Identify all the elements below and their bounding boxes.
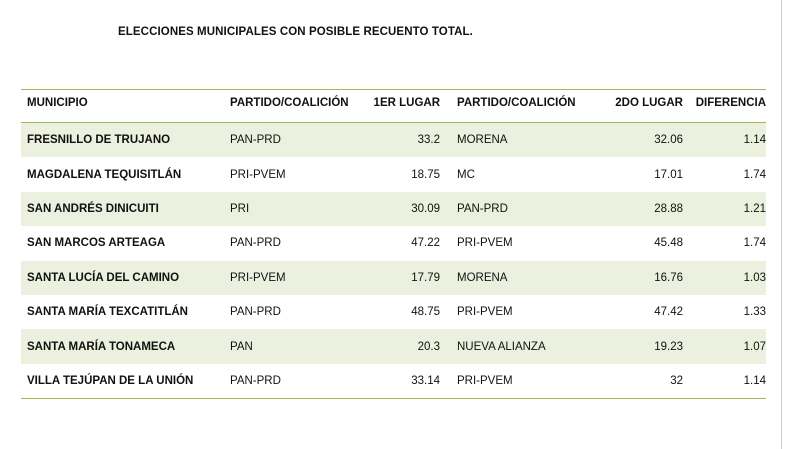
table-header-row xyxy=(21,90,766,123)
cell-primer-lugar: 18.75 xyxy=(411,168,440,181)
document-title: ELECCIONES MUNICIPALES CON POSIBLE RECUENTO TOTAL. xyxy=(118,26,473,38)
cell-partido-1: PAN-PRD xyxy=(230,306,281,319)
cell-partido-1: PRI-PVEM xyxy=(230,168,286,181)
cell-municipio: VILLA TEJÚPAN DE LA UNIÓN xyxy=(27,374,194,387)
cell-primer-lugar: 47.22 xyxy=(411,237,440,250)
cell-diferencia: 1.74 xyxy=(743,237,766,250)
header-primer-lugar: 1ER LUGAR xyxy=(373,96,440,109)
table-row xyxy=(21,192,766,226)
table-row xyxy=(21,261,766,295)
cell-partido-2: PRI-PVEM xyxy=(457,306,513,319)
header-partido-2: PARTIDO/COALICIÓN xyxy=(457,96,576,109)
cell-primer-lugar: 17.79 xyxy=(411,271,440,284)
cell-partido-2: NUEVA ALIANZA xyxy=(457,340,546,353)
cell-segundo-lugar: 28.88 xyxy=(654,202,683,215)
cell-segundo-lugar: 32 xyxy=(670,374,683,387)
table-row xyxy=(21,226,766,260)
cell-primer-lugar: 33.14 xyxy=(411,374,440,387)
cell-partido-2: MC xyxy=(457,168,475,181)
table-row xyxy=(21,295,766,329)
cell-segundo-lugar: 45.48 xyxy=(654,237,683,250)
cell-partido-2: PAN-PRD xyxy=(457,202,508,215)
cell-municipio: SANTA MARÍA TEXCATITLÁN xyxy=(27,306,188,319)
cell-partido-1: PAN-PRD xyxy=(230,134,281,147)
cell-municipio: SAN MARCOS ARTEAGA xyxy=(27,237,166,250)
table-row xyxy=(21,364,766,398)
cell-municipio: MAGDALENA TEQUISITLÁN xyxy=(27,168,182,181)
cell-municipio: SANTA LUCÍA DEL CAMINO xyxy=(27,271,180,284)
header-municipio: MUNICIPIO xyxy=(27,96,88,109)
cell-segundo-lugar: 16.76 xyxy=(654,271,683,284)
cell-primer-lugar: 20.3 xyxy=(417,340,440,353)
cell-partido-2: PRI-PVEM xyxy=(457,237,513,250)
cell-primer-lugar: 30.09 xyxy=(411,202,440,215)
cell-diferencia: 1.14 xyxy=(743,374,766,387)
cell-diferencia: 1.33 xyxy=(743,306,766,319)
cell-partido-1: PRI-PVEM xyxy=(230,271,286,284)
cell-segundo-lugar: 19.23 xyxy=(654,340,683,353)
table-body xyxy=(21,123,766,398)
cell-municipio: SAN ANDRÉS DINICUITI xyxy=(27,202,159,215)
table-row xyxy=(21,329,766,363)
cell-diferencia: 1.74 xyxy=(743,168,766,181)
cell-partido-1: PAN xyxy=(230,340,253,353)
table-row xyxy=(21,157,766,191)
cell-partido-2: MORENA xyxy=(457,134,508,147)
cell-partido-2: MORENA xyxy=(457,271,508,284)
cell-segundo-lugar: 47.42 xyxy=(654,306,683,319)
cell-diferencia: 1.21 xyxy=(743,202,766,215)
cell-primer-lugar: 33.2 xyxy=(417,134,440,147)
cell-segundo-lugar: 17.01 xyxy=(654,168,683,181)
cell-municipio: SANTA MARÍA TONAMECA xyxy=(27,340,176,353)
cell-partido-1: PAN-PRD xyxy=(230,374,281,387)
page-edge-line xyxy=(781,0,782,449)
cell-diferencia: 1.07 xyxy=(743,340,766,353)
cell-diferencia: 1.14 xyxy=(743,134,766,147)
cell-segundo-lugar: 32.06 xyxy=(654,134,683,147)
table-row xyxy=(21,123,766,157)
cell-municipio: FRESNILLO DE TRUJANO xyxy=(27,134,171,147)
cell-partido-1: PRI xyxy=(230,202,250,215)
cell-partido-2: PRI-PVEM xyxy=(457,374,513,387)
header-partido-1: PARTIDO/COALICIÓN xyxy=(230,96,349,109)
results-table xyxy=(21,89,766,399)
header-segundo-lugar: 2DO LUGAR xyxy=(615,96,683,109)
header-diferencia: DIFERENCIA xyxy=(695,96,766,109)
cell-partido-1: PAN-PRD xyxy=(230,237,281,250)
cell-primer-lugar: 48.75 xyxy=(411,306,440,319)
cell-diferencia: 1.03 xyxy=(743,271,766,284)
